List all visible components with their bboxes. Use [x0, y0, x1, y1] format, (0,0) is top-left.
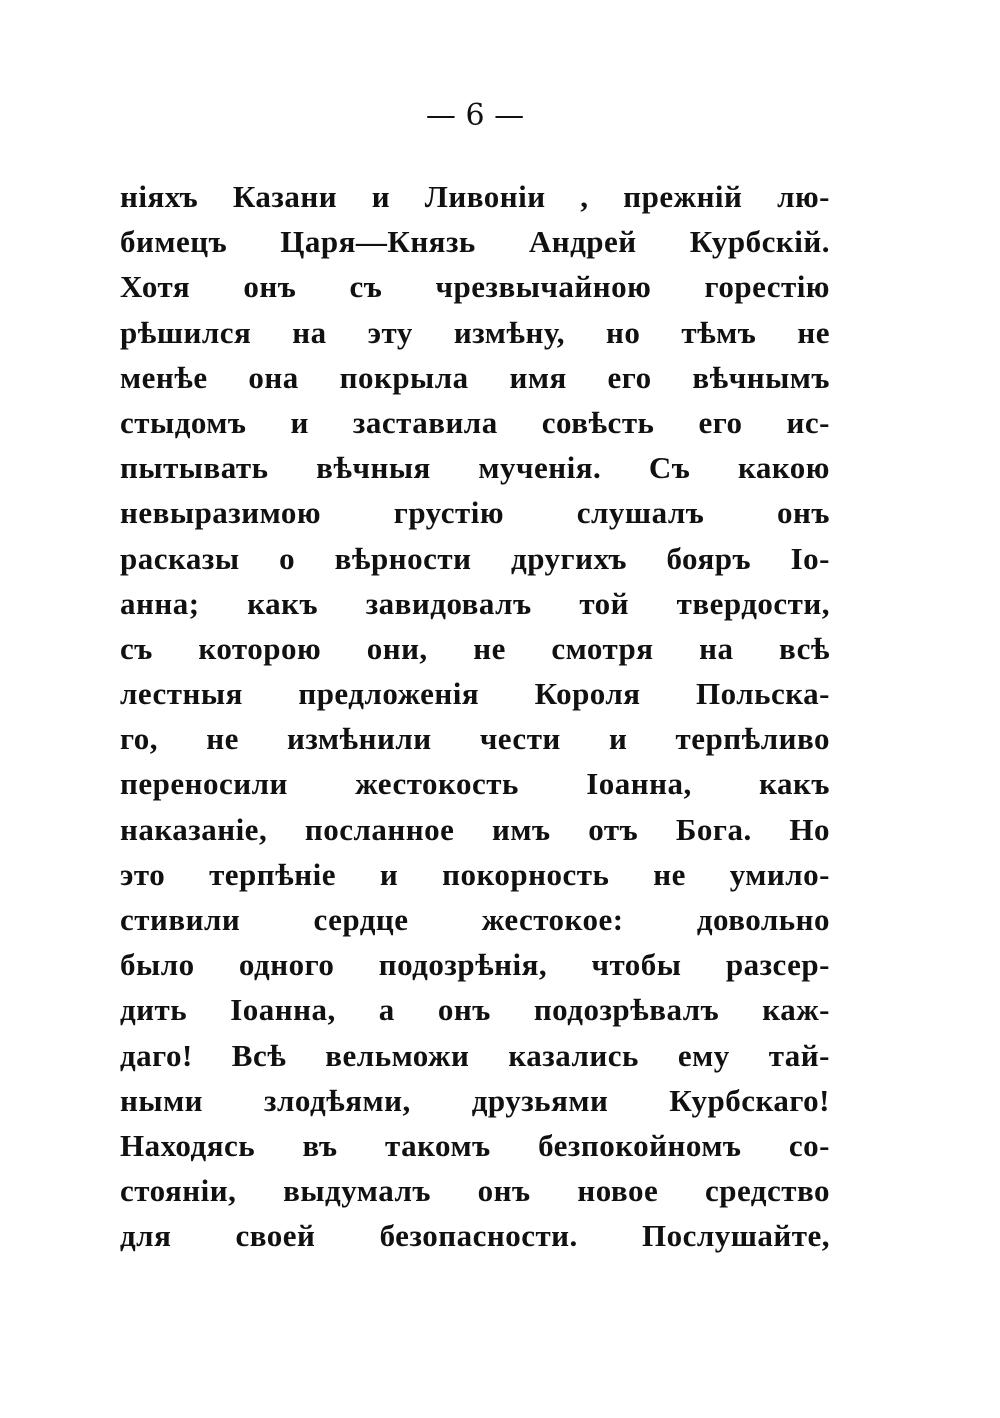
text-line: невыразимою грустiю слушалъ онъ — [120, 495, 830, 531]
page-number: — 6 — — [425, 98, 525, 133]
text-line: го, не измѣнили чести и терпѣливо — [120, 721, 830, 757]
text-line: расказы о вѣрности другихъ бояръ Iо- — [120, 540, 830, 576]
text-line: пытывать вѣчныя мученiя. Съ какою — [120, 450, 830, 486]
text-line: это терпѣнiе и покорность не умило- — [120, 856, 830, 892]
text-line: дить Iоанна, а онъ подозрѣвалъ каж- — [120, 992, 830, 1028]
text-line: для своей безопасности. Послушайте, — [120, 1218, 830, 1254]
text-line: менѣе она покрыла имя его вѣчнымъ — [120, 359, 830, 395]
text-line: ными злодѣями, друзьями Курбскаго! — [120, 1082, 830, 1118]
text-line: бимецъ Царя—Князь Андрей Курбскiй. — [120, 224, 830, 260]
text-line: даго! Всѣ вельможи казались ему тай- — [120, 1037, 830, 1073]
body-text — [120, 174, 830, 1259]
text-line: Находясь въ такомъ безпокойномъ со- — [120, 1127, 830, 1163]
text-line: стоянiи, выдумалъ онъ новое средство — [120, 1173, 830, 1209]
text-line: наказанiе, посланное имъ отъ Бога. Но — [120, 811, 830, 847]
text-line: переносили жестокость Iоанна, какъ — [120, 766, 830, 802]
text-line: нiяхъ Казани и Ливонiи , прежнiй лю- — [120, 179, 830, 214]
text-line: было одного подозрѣнiя, чтобы разсер- — [120, 947, 830, 983]
text-line: Хотя онъ съ чрезвычайною горестiю — [120, 269, 830, 305]
text-line: стивили сердце жестокое: довольно — [120, 902, 830, 937]
text-line: стыдомъ и заставила совѣсть его ис- — [120, 404, 830, 440]
text-line: съ которою они, не смотря на всѣ — [120, 630, 830, 666]
text-line: лестныя предложенiя Короля Польска- — [120, 676, 830, 712]
text-line: рѣшился на эту измѣну, но тѣмъ не — [120, 314, 830, 350]
text-line: анна; какъ завидовалъ той твердости, — [120, 585, 830, 621]
